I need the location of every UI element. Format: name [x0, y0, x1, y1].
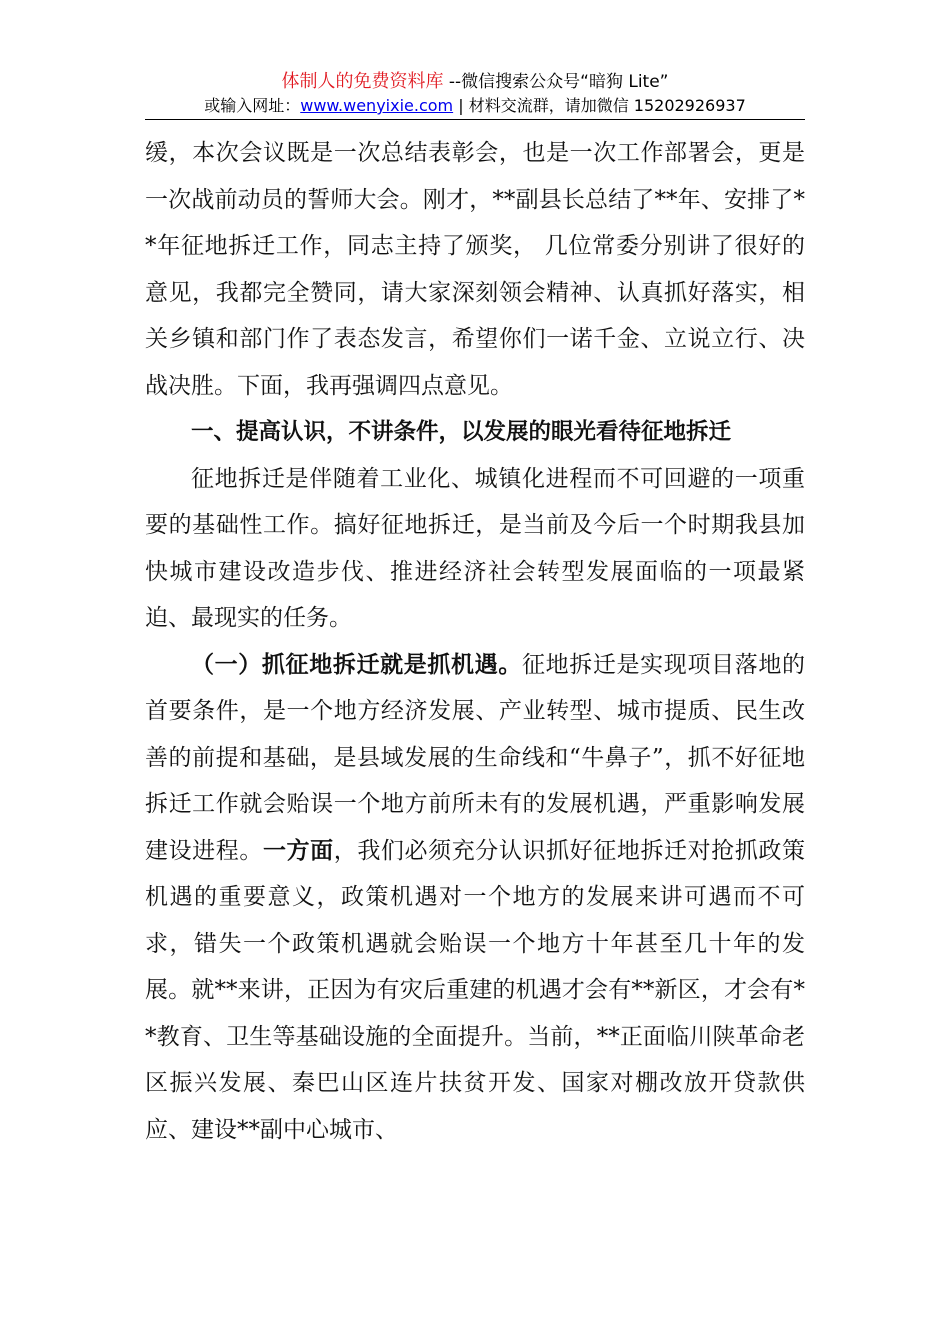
site-link[interactable]: www.wenyixie.com [300, 96, 454, 115]
subheading-1: （一）抓征地拆迁就是抓机遇。 [191, 650, 522, 678]
paragraph-1: 缓，本次会议既是一次总结表彰会，也是一次工作部署会，更是一次战前动员的誓师大会。刚才，**副县长总结了**年、安排了**年征地拆迁工作，同志主持了颁奖， 几位常委分别讲了很好的意见，我都完全赞同，请大家深刻领会精神、认真抓好落实，相关乡镇和部门作了表态发言，希望你们一诺千金、立说立行、决战决胜。下面，我再强调四点意见。 [145, 140, 805, 399]
page-header [0, 70, 950, 118]
paragraph-3-text-b: ，我们必须充分认识抓好征地拆迁对抢抓政策机遇的重要意义，政策机遇对一个地方的发展来讲可遇而不可求，错失一个政策机遇就会贻误一个地方十年甚至几十年的发展。就**来讲，正因为有灾后重建的机遇才会有**新区，才会有**教育、卫生等基础设施的全面提升。当前，**正面临川陕革命老区振兴发展、秦巴山区连片扶贫开发、国家对棚改放开贷款供应、建设**副中心城市、 [145, 837, 806, 1143]
header-divider [145, 119, 805, 120]
contact-info: | 材料交流群，请加微信 15202926937 [453, 96, 746, 115]
site-prefix: 或输入网址： [204, 96, 301, 115]
section-heading-1: 一、提高认识，不讲条件，以发展的眼光看待征地拆迁 [191, 419, 732, 445]
brand-title: 体制人的免费资料库 [281, 71, 444, 92]
header-line-1 [0, 70, 950, 94]
paragraph-2: 征地拆迁是伴随着工业化、城镇化进程而不可回避的一项重要的基础性工作。搞好征地拆迁，是当前及今后一个时期我县加快城市建设改造步伐、推进经济社会转型发展面临的一项最紧迫、最现实的任务。 [145, 465, 805, 631]
paragraph-3 [145, 642, 805, 1154]
document-body [145, 130, 805, 1153]
wechat-hint: --微信搜索公众号“暗狗 Lite” [443, 72, 669, 92]
header-line-2 [0, 94, 950, 118]
paragraph-3-text-a: 征地拆迁是实现项目落地的首要条件，是一个地方经济发展、产业转型、城市提质、民生改善的前提和基础，是县域发展的生命线和“牛鼻子”，抓不好征地拆迁工作就会贻误一个地方前所未有的发展机遇，严重影响发展建设进程。 [145, 651, 806, 864]
emphasis-one-side: 一方面 [262, 836, 334, 864]
